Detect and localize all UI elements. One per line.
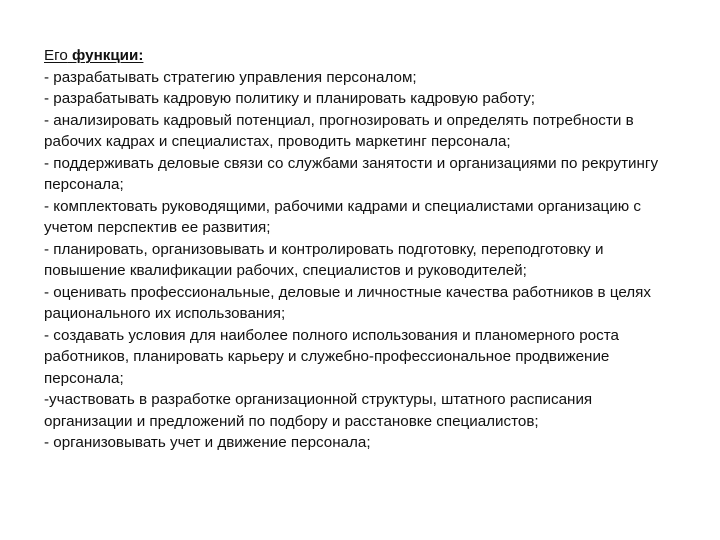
function-item-structure: -участвовать в разработке организационной структуры, штатного расписания организации и предложений по подбору и расстановке специалистов; — [44, 391, 593, 430]
function-item-evaluation: - оценивать профессиональные, деловые и личностные качества работников в целях рационального их использования; — [44, 283, 651, 322]
function-item-strategy: - разрабатывать стратегию управления персоналом; — [44, 68, 417, 86]
functions-text-block — [44, 45, 684, 454]
heading-prefix: Его — [44, 47, 68, 64]
function-item-accounting: - организовывать учет и движение персонала; — [44, 434, 371, 451]
function-item-staffing: - комплектовать руководящими, рабочими кадрами и специалистами организацию с учетом перспектив ее развития; — [44, 197, 641, 236]
function-item-policy: - разрабатывать кадровую политику и планировать кадровую работу; — [44, 90, 536, 107]
function-item-career: - создавать условия для наиболее полного использования и планомерного роста работников, планировать карьеру и служебно-профессиональное продвижение персонала; — [44, 326, 619, 387]
functions-heading — [44, 45, 684, 67]
function-item-training: - планировать, организовывать и контролировать подготовку, переподготовку и повышение квалификации рабочих, специалистов и руководителей; — [44, 240, 604, 279]
function-item-relations: - поддерживать деловые связи со службами занятости и организациями по рекрутингу персонала; — [44, 154, 659, 193]
heading-bold: функции: — [72, 47, 144, 64]
function-item-analysis: - анализировать кадровый потенциал, прогнозировать и определять потребности в рабочих кадрах и специалистах, проводить маркетинг персонала; — [44, 111, 634, 150]
